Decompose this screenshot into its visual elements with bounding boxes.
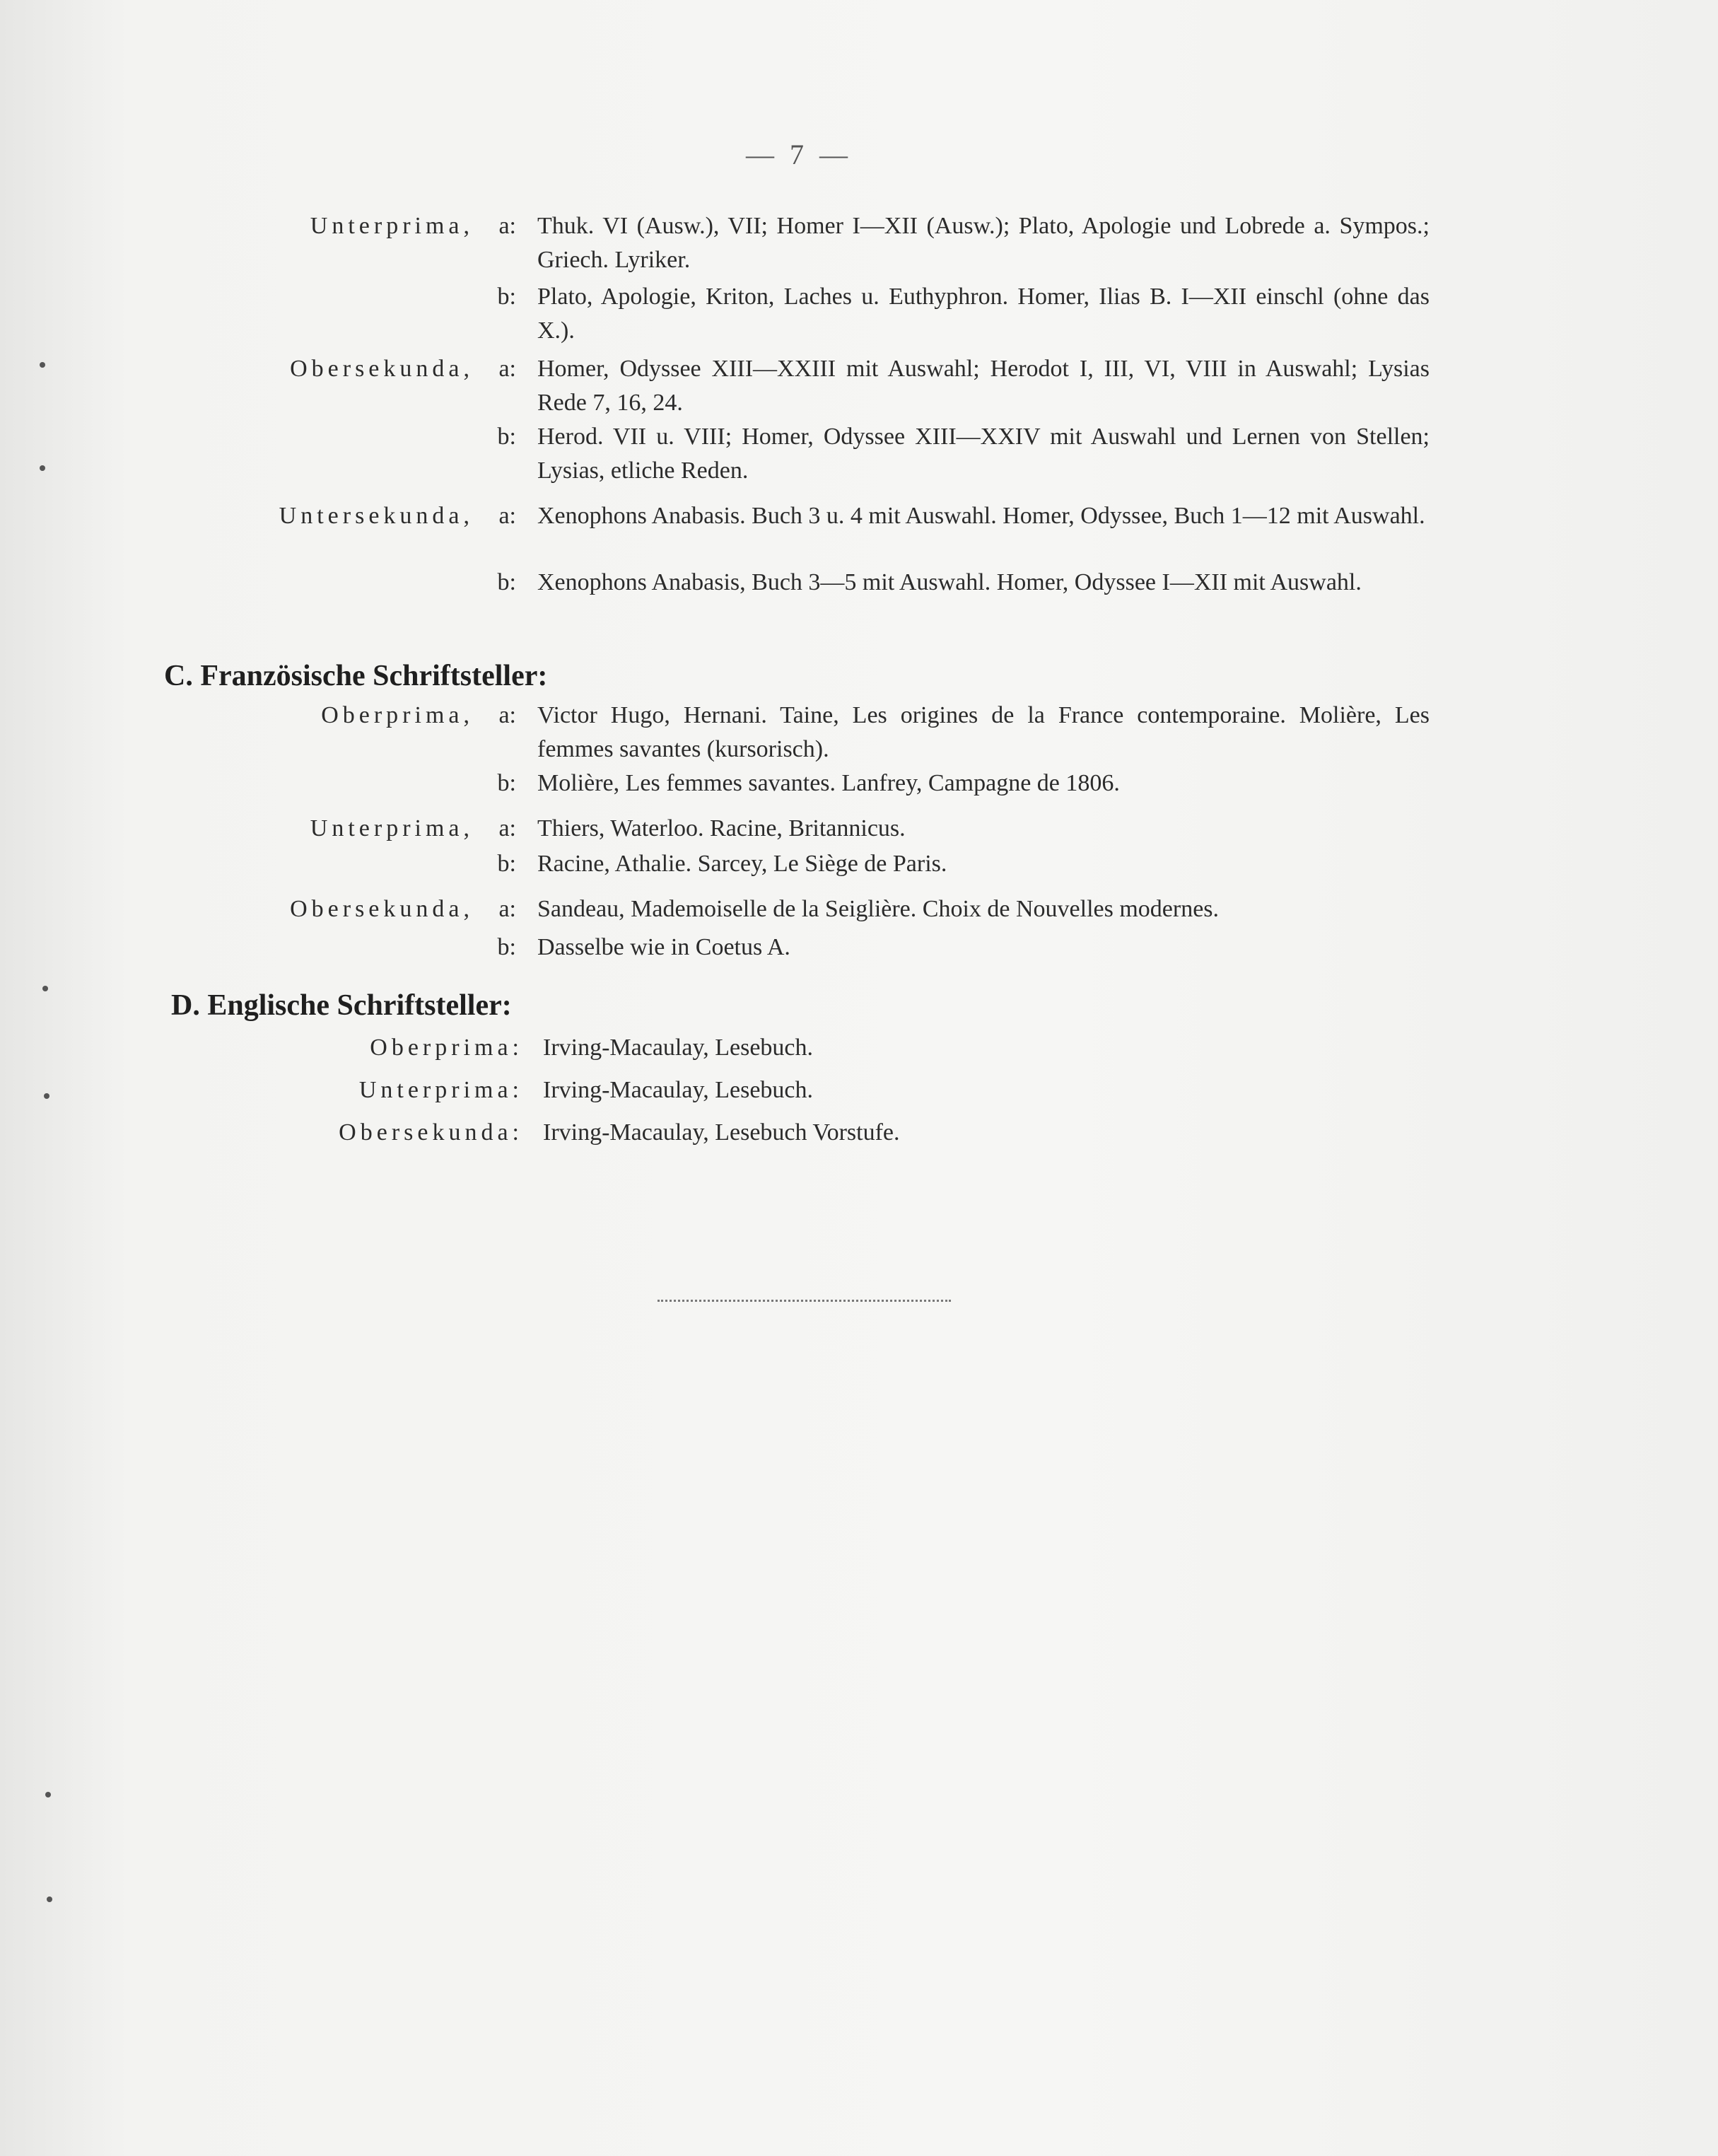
class-label: Oberprima:	[370, 1035, 523, 1061]
reading-list: Victor Hugo, Hernani. Taine, Les origines de la France contemporaine. Molière, Les femmes savantes (kursorisch).	[537, 702, 1430, 762]
coetus-marker: a:	[498, 896, 516, 922]
reading-list: Sandeau, Mademoiselle de la Seiglière. Choix de Nouvelles modernes.	[537, 896, 1220, 922]
reading-list: Plato, Apologie, Kriton, Laches u. Euthyphron. Homer, Ilias B. I—XII einschl (ohne das X.).	[537, 284, 1430, 344]
coetus-marker: b:	[497, 851, 516, 877]
reading-list: Xenophons Anabasis, Buch 3—5 mit Auswahl. Homer, Odyssee I—XII mit Auswahl.	[537, 569, 1362, 595]
reading-list: Thuk. VI (Ausw.), VII; Homer I—XII (Ausw.); Plato, Apologie und Lobrede a. Sympos.; Griech. Lyriker.	[537, 213, 1430, 273]
class-label: Unterprima,	[310, 213, 474, 239]
class-label: Obersekunda:	[339, 1119, 523, 1146]
coetus-marker: b:	[497, 770, 516, 796]
reading-list: Irving-Macaulay, Lesebuch.	[543, 1035, 814, 1061]
class-label: Unterprima,	[310, 815, 474, 841]
reading-list: Irving-Macaulay, Lesebuch Vorstufe.	[543, 1119, 900, 1146]
reading-list: Xenophons Anabasis. Buch 3 u. 4 mit Auswahl. Homer, Odyssee, Buch 1—12 mit Auswahl.	[537, 503, 1425, 529]
coetus-marker: a:	[498, 503, 516, 529]
margin-speck	[40, 465, 45, 471]
coetus-marker: b:	[497, 424, 516, 450]
margin-speck	[47, 1896, 52, 1902]
coetus-marker: a:	[498, 815, 516, 841]
coetus-marker: b:	[497, 569, 516, 595]
reading-list: Molière, Les femmes savantes. Lanfrey, Campagne de 1806.	[537, 770, 1120, 796]
end-rule	[658, 1300, 951, 1302]
reading-list: Irving-Macaulay, Lesebuch.	[543, 1077, 814, 1103]
class-label: Obersekunda,	[290, 356, 474, 382]
margin-speck	[42, 986, 48, 991]
class-label: Obersekunda,	[290, 896, 474, 922]
margin-speck	[45, 1792, 51, 1797]
coetus-marker: b:	[497, 284, 516, 310]
class-label: Untersekunda,	[279, 503, 474, 529]
coetus-marker: a:	[498, 702, 516, 728]
reading-list: Herod. VII u. VIII; Homer, Odyssee XIII—XXIV mit Auswahl und Lernen von Stellen; Lysias, etliche Reden.	[537, 424, 1430, 484]
reading-list: Dasselbe wie in Coetus A.	[537, 934, 790, 960]
reading-list: Racine, Athalie. Sarcey, Le Siège de Paris.	[537, 851, 947, 877]
class-label: Oberprima,	[321, 702, 474, 728]
coetus-marker: a:	[498, 356, 516, 382]
coetus-marker: b:	[497, 934, 516, 960]
section-title-french: C. Französische Schriftsteller:	[164, 660, 548, 692]
reading-list: Thiers, Waterloo. Racine, Britannicus.	[537, 815, 906, 841]
page-number: — 7 —	[746, 139, 852, 170]
margin-speck	[40, 362, 45, 368]
class-label: Unterprima:	[358, 1077, 523, 1103]
reading-list: Homer, Odyssee XIII—XXIII mit Auswahl; Herodot I, III, VI, VIII in Auswahl; Lysias Rede 7, 16, 24.	[537, 356, 1430, 416]
margin-speck	[44, 1093, 49, 1099]
section-title-english: D. Englische Schriftsteller:	[171, 989, 512, 1022]
coetus-marker: a:	[498, 213, 516, 239]
